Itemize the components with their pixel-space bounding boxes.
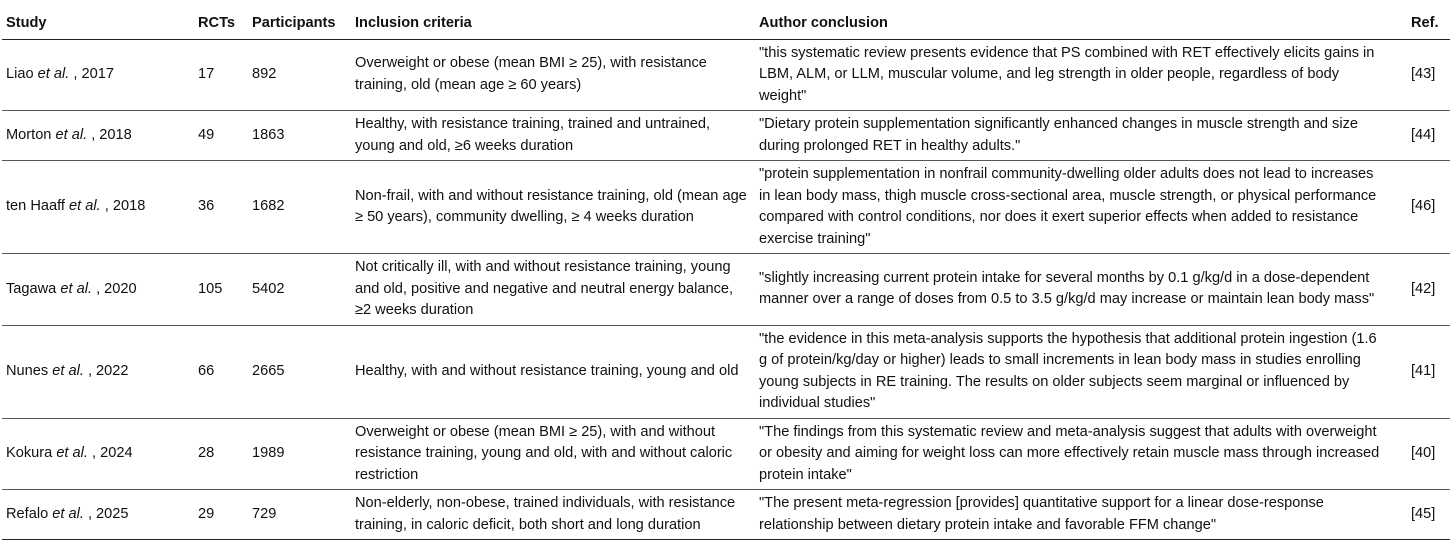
inclusion-criteria-cell: Non-frail, with and without resistance training, old (mean age ≥ 50 years), community dwelling, ≥ 4 weeks duration bbox=[351, 161, 755, 254]
inclusion-criteria-cell: Healthy, with and without resistance training, young and old bbox=[351, 325, 755, 418]
ref-cell: [40] bbox=[1383, 418, 1450, 490]
study-author: Nunes bbox=[6, 362, 49, 379]
inclusion-criteria-cell: Overweight or obese (mean BMI ≥ 25), with and without resistance training, young and old, with and without caloric restriction bbox=[351, 418, 755, 490]
table-row bbox=[2, 490, 1450, 540]
rcts-cell: 28 bbox=[194, 418, 248, 490]
study-et-al: et al. bbox=[37, 66, 70, 82]
header-study: Study bbox=[2, 10, 194, 39]
table-row bbox=[2, 325, 1450, 418]
table-row bbox=[2, 111, 1450, 161]
study-et-al: et al. bbox=[60, 280, 93, 297]
author-conclusion-cell: "The present meta-regression [provides] quantitative support for a linear dose-response relationship between dietary protein intake and favorable FFM change" bbox=[755, 490, 1383, 540]
study-year: , 2017 bbox=[73, 66, 114, 82]
rcts-cell: 66 bbox=[194, 325, 248, 418]
table-row bbox=[2, 39, 1450, 111]
participants-cell: 729 bbox=[248, 490, 351, 540]
participants-cell: 2665 bbox=[248, 325, 351, 418]
study-author: Liao bbox=[6, 66, 34, 82]
inclusion-criteria-cell: Not critically ill, with and without resistance training, young and old, positive and negative and neutral energy balance, ≥2 weeks duration bbox=[351, 254, 755, 326]
study-cell bbox=[2, 161, 194, 254]
study-cell bbox=[2, 111, 194, 161]
study-et-al: et al. bbox=[52, 505, 84, 522]
study-cell bbox=[2, 490, 194, 540]
rcts-cell: 17 bbox=[194, 39, 248, 111]
ref-cell: [45] bbox=[1383, 490, 1450, 540]
author-conclusion-cell: "The findings from this systematic review and meta-analysis suggest that adults with overweight or obesity and aiming for weight loss can more effectively retain muscle mass through increased protein intake" bbox=[755, 418, 1383, 490]
study-et-al: et al. bbox=[69, 198, 101, 215]
study-year: , 2020 bbox=[96, 280, 137, 297]
participants-cell: 1863 bbox=[248, 111, 351, 161]
author-conclusion-cell: "Dietary protein supplementation significantly enhanced changes in muscle strength and size during prolonged RET in healthy adults." bbox=[755, 111, 1383, 161]
meta-analysis-table bbox=[2, 10, 1450, 540]
participants-cell: 1682 bbox=[248, 161, 351, 254]
author-conclusion-cell: "protein supplementation in nonfrail community-dwelling older adults does not lead to increases in lean body mass, thigh muscle cross-sectional area, muscle strength, or physical performance compared with control conditions, nor does it exert superior effects when added to resistance exercise training" bbox=[755, 161, 1383, 254]
rcts-cell: 49 bbox=[194, 111, 248, 161]
study-year: , 2024 bbox=[92, 445, 133, 461]
ref-cell: [46] bbox=[1383, 161, 1450, 254]
study-et-al: et al. bbox=[56, 445, 88, 461]
study-et-al: et al. bbox=[52, 362, 84, 379]
ref-cell: [43] bbox=[1383, 39, 1450, 111]
study-author: Tagawa bbox=[6, 280, 57, 297]
ref-cell: [41] bbox=[1383, 325, 1450, 418]
study-year: , 2018 bbox=[91, 126, 132, 143]
rcts-cell: 36 bbox=[194, 161, 248, 254]
author-conclusion-cell: "the evidence in this meta-analysis supports the hypothesis that additional protein ingestion (1.6 g of protein/kg/day or higher) leads to small increments in lean body mass in studies enrolling young subjects in RE training. The results on older subjects seem marginal or influenced by individual studies" bbox=[755, 325, 1383, 418]
inclusion-criteria-cell: Overweight or obese (mean BMI ≥ 25), with resistance training, old (mean age ≥ 60 years) bbox=[351, 39, 755, 111]
table-row bbox=[2, 418, 1450, 490]
study-cell bbox=[2, 325, 194, 418]
ref-cell: [44] bbox=[1383, 111, 1450, 161]
header-inclusion-criteria: Inclusion criteria bbox=[351, 10, 755, 39]
header-ref: Ref. bbox=[1383, 10, 1450, 39]
header-author-conclusion: Author conclusion bbox=[755, 10, 1383, 39]
table-body bbox=[2, 39, 1450, 540]
header-rcts: RCTs bbox=[194, 10, 248, 39]
study-year: , 2022 bbox=[87, 362, 129, 379]
rcts-cell: 105 bbox=[194, 254, 248, 326]
author-conclusion-cell: "slightly increasing current protein intake for several months by 0.1 g/kg/d in a dose-dependent manner over a range of doses from 0.5 to 3.5 g/kg/d may increase or maintain lean body mass" bbox=[755, 254, 1383, 326]
participants-cell: 5402 bbox=[248, 254, 351, 326]
study-cell bbox=[2, 254, 194, 326]
study-author: Refalo bbox=[6, 505, 49, 522]
study-author: Morton bbox=[6, 126, 52, 143]
table-row bbox=[2, 161, 1450, 254]
participants-cell: 892 bbox=[248, 39, 351, 111]
table-row bbox=[2, 254, 1450, 326]
rcts-cell: 29 bbox=[194, 490, 248, 540]
study-author: Kokura bbox=[6, 445, 53, 461]
study-et-al: et al. bbox=[55, 126, 88, 143]
inclusion-criteria-cell: Healthy, with resistance training, trained and untrained, young and old, ≥6 weeks duration bbox=[351, 111, 755, 161]
study-author: ten Haaff bbox=[6, 198, 65, 215]
inclusion-criteria-cell: Non-elderly, non-obese, trained individuals, with resistance training, in caloric deficit, both short and long duration bbox=[351, 490, 755, 540]
study-year: , 2025 bbox=[87, 505, 129, 522]
study-cell bbox=[2, 39, 194, 111]
author-conclusion-cell: "this systematic review presents evidence that PS combined with RET effectively elicits gains in LBM, ALM, or LLM, muscular volume, and leg strength in older people, regardless of body weight" bbox=[755, 39, 1383, 111]
header-row bbox=[2, 10, 1450, 39]
ref-cell: [42] bbox=[1383, 254, 1450, 326]
study-year: , 2018 bbox=[104, 198, 146, 215]
participants-cell: 1989 bbox=[248, 418, 351, 490]
header-participants: Participants bbox=[248, 10, 351, 39]
study-cell bbox=[2, 418, 194, 490]
